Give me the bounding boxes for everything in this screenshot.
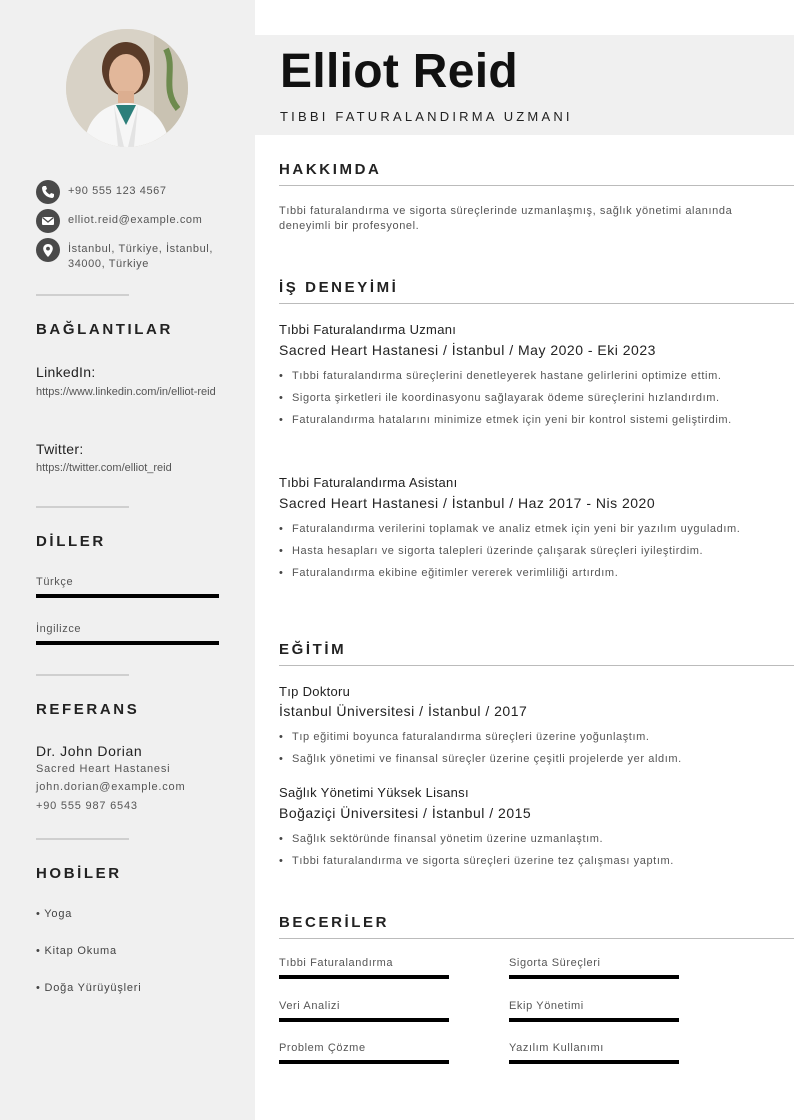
sidebar-divider	[36, 674, 129, 676]
language-name: İngilizce	[36, 623, 82, 635]
contact-phone	[36, 180, 167, 204]
sidebar-divider	[36, 294, 129, 296]
education-bullets	[279, 730, 779, 774]
skill-name: Sigorta Süreçleri	[509, 957, 601, 969]
location-pin-icon	[36, 238, 60, 262]
skill-name: Problem Çözme	[279, 1042, 366, 1054]
twitter-url[interactable]: https://twitter.com/elliot_reid	[36, 462, 172, 474]
skill-name: Yazılım Kullanımı	[509, 1042, 604, 1054]
education-bullets	[279, 832, 779, 876]
linkedin-label: LinkedIn:	[36, 364, 96, 380]
education-subtitle: İstanbul Üniversitesi / İstanbul / 2017	[279, 703, 528, 719]
language-level-bar	[36, 641, 219, 645]
language-name: Türkçe	[36, 576, 74, 588]
skill-name: Ekip Yönetimi	[509, 1000, 584, 1012]
education-subtitle: Boğaziçi Üniversitesi / İstanbul / 2015	[279, 805, 532, 821]
phone-number: +90 555 123 4567	[68, 185, 167, 197]
language-level-bar	[36, 594, 219, 598]
job-title: Tıbbi Faturalandırma Asistanı	[279, 475, 458, 490]
section-rule	[279, 185, 794, 186]
links-heading: BAĞLANTILAR	[36, 321, 173, 338]
reference-name: Dr. John Dorian	[36, 743, 143, 759]
hobby-item: • Yoga	[36, 908, 73, 920]
avatar	[66, 29, 188, 147]
hobby-item: • Kitap Okuma	[36, 945, 117, 957]
reference-email: john.dorian@example.com	[36, 781, 186, 793]
contact-email	[36, 209, 202, 233]
reference-company: Sacred Heart Hastanesi	[36, 763, 171, 775]
sidebar-divider	[36, 838, 129, 840]
skill-level-bar	[279, 1060, 449, 1064]
job-bullets	[279, 369, 779, 435]
education-heading: EĞİTİM	[279, 641, 347, 658]
about-text: Tıbbi faturalandırma ve sigorta süreçlerinde uzmanlaşmış, sağlık yönetimi alanında deneyimli bir profesyonel.	[279, 205, 733, 232]
job-bullets	[279, 522, 779, 588]
section-rule	[279, 665, 794, 666]
linkedin-url[interactable]: https://www.linkedin.com/in/elliot-reid	[36, 386, 216, 398]
email-icon	[36, 209, 60, 233]
skill-name: Veri Analizi	[279, 1000, 341, 1012]
list-item: • Hasta hesapları ve sigorta talepleri üzerinde çalışarak süreçleri iyileştirdim.	[279, 544, 779, 558]
languages-heading: DİLLER	[36, 533, 106, 550]
list-item: • Sigorta şirketleri ile koordinasyonu sağlayarak ödeme süreçlerini hızlandırdım.	[279, 391, 779, 405]
skill-level-bar	[509, 1060, 679, 1064]
list-item: • Faturalandırma verilerini toplamak ve analiz etmek için yeni bir yazılım uyguladım.	[279, 522, 779, 536]
skill-name: Tıbbi Faturalandırma	[279, 957, 394, 969]
contact-address	[36, 238, 213, 272]
skill-level-bar	[509, 975, 679, 979]
skill-level-bar	[509, 1018, 679, 1022]
list-item: • Tıbbi faturalandırma ve sigorta süreçleri üzerine tez çalışması yaptım.	[279, 854, 779, 868]
sidebar	[0, 0, 255, 1120]
section-rule	[279, 938, 794, 939]
job-subtitle: Sacred Heart Hastanesi / İstanbul / May 2020 - Eki 2023	[279, 342, 656, 358]
section-rule	[279, 303, 794, 304]
education-title: Tıp Doktoru	[279, 684, 351, 699]
list-item: • Sağlık sektöründe finansal yönetim üzerine uzmanlaştım.	[279, 832, 779, 846]
hobbies-heading: HOBİLER	[36, 865, 122, 882]
experience-heading: İŞ DENEYİMİ	[279, 279, 399, 296]
job-title: Tıbbi Faturalandırma Uzmanı	[279, 322, 457, 337]
twitter-label: Twitter:	[36, 441, 84, 457]
list-item: • Tıbbi faturalandırma süreçlerini denetleyerek hastane gelirlerini optimize ettim.	[279, 369, 779, 383]
phone-icon	[36, 180, 60, 204]
list-item: • Faturalandırma hatalarını minimize etmek için yeni bir kontrol sistemi geliştirdim.	[279, 413, 779, 427]
sidebar-divider	[36, 506, 129, 508]
references-heading: REFERANS	[36, 701, 140, 718]
list-item: • Sağlık yönetimi ve finansal süreçler üzerine çeşitli projelerde yer aldım.	[279, 752, 779, 766]
skill-level-bar	[279, 975, 449, 979]
address-text	[68, 238, 213, 272]
about-heading: HAKKIMDA	[279, 161, 382, 178]
reference-phone: +90 555 987 6543	[36, 800, 138, 812]
education-title: Sağlık Yönetimi Yüksek Lisansı	[279, 785, 469, 800]
address-line-1: İstanbul, Türkiye, İstanbul,	[68, 243, 213, 255]
address-line-2: 34000, Türkiye	[68, 258, 149, 270]
hobby-item: • Doğa Yürüyüşleri	[36, 982, 142, 994]
person-name: Elliot Reid	[280, 45, 518, 98]
job-role: TIBBI FATURALANDIRMA UZMANI	[280, 109, 573, 124]
list-item: • Tıp eğitimi boyunca faturalandırma süreçleri üzerine yoğunlaştım.	[279, 730, 779, 744]
profile-photo-icon	[66, 29, 188, 147]
job-subtitle: Sacred Heart Hastanesi / İstanbul / Haz 2017 - Nis 2020	[279, 495, 656, 511]
skill-level-bar	[279, 1018, 449, 1022]
skills-heading: BECERİLER	[279, 914, 390, 931]
email-address: elliot.reid@example.com	[68, 214, 203, 226]
list-item: • Faturalandırma ekibine eğitimler vererek verimliliği artırdım.	[279, 566, 779, 580]
